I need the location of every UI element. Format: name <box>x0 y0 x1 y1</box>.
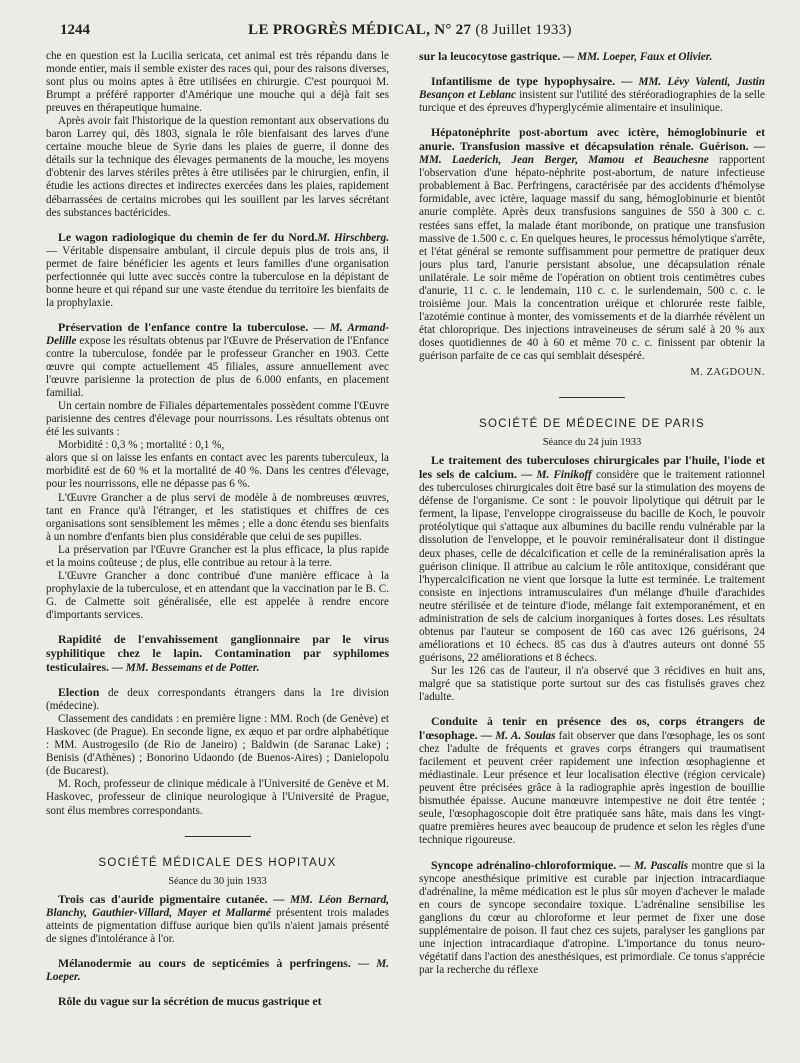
signature: M. ZAGDOUN. <box>690 367 765 379</box>
journal-name: LE PROGRÈS MÉDICAL, N° 27 <box>248 22 472 38</box>
article-continuation <box>419 50 765 64</box>
article-title: Rapidité de l'envahissement ganglionnaire par le virus syphilitique chez le lapin. Contamination par syphilomes testiculaires. <box>46 631 389 675</box>
article-role-vague <box>46 995 389 1009</box>
stats-line: Morbidité : 0,3 % ; mortalité : 0,1 %, <box>58 439 225 452</box>
left-column <box>46 50 389 1050</box>
section-title: SOCIÉTÉ DE MÉDECINE DE PARIS <box>479 418 705 431</box>
article-text: considère que le traitement rationnel des tuberculoses chirurgicales doit être basé sur la stimulation des moyens de défense de l'organisme. Ce sont : le pouvoir lipolytique qui détruit par le ferment, la lipase, l'enveloppe cirograisseuse du bacille de Koch, le pouvoir protéolytique qui s'attaque aux albumines du bacille rendu vulnérable par la dissolution de l'enveloppe, et le pouvoir reminéralisateur dont il distingue deux phases, celle de décalcification et celle de la reminéralisation après la guérison clinique. Il attribue au calcium le rôle antitoxique, considérant que l'hypercalcification ne vient que lorsque la lutte est terminée. Le traitement consiste en injections intramusculaires d'un mélange d'huile d'arachides neutre stérilisée et de teinture d'iode, mélange fait extemporanément, et en administration de sels de calcium inorganiques à fortes doses. Les résultats obtenus par l'auteur se composent de 160 cas avec 126 guérisons, 24 améliorations et 10 échecs. 85 cas dus à d'autres auteurs ont donné 55 guérisons, 22 améliorations et 8 échecs. <box>419 469 765 664</box>
paragraph: L'Œuvre Grancher a de plus servi de modèle à de nombreuses œuvres, tant en France qu'à l'étranger, et les statistiques et chiffres de ces organisations sont sensiblement les mêmes ; elle a donc étendu ses bienfaits à un nombre d'enfants bien plus considérable que celui de ses pupilles. <box>46 491 389 543</box>
paragraph: Sur les 126 cas de l'auteur, il n'a observé que 3 récidives en huit ans, malgré que sa statistique porte surtout sur des cas fistulisés graves chez l'adulte. <box>419 664 765 704</box>
article-author: — MM. Loeper, Faux et Olivier. <box>560 51 713 63</box>
section-divider <box>185 836 251 837</box>
article-title: Trois cas d'auride pigmentaire cutanée. <box>58 891 268 906</box>
right-column <box>419 50 765 1050</box>
article-author: — MM. Léon Bernard, Blanchy, Gauthier-Villard, Mayer et Mallarmé <box>46 893 389 919</box>
article-title: Hépatonéphrite post-abortum avec ictère, hémoglobinurie et anurie. Transfusion massive et décapsulation rénale. Guérison. <box>419 125 765 154</box>
article-wagon <box>46 231 389 310</box>
article-title: sur la leucocytose gastrique. <box>419 50 561 63</box>
article-text: expose les résultats obtenus par l'Œuvre de Préservation de l'Enfance contre la tuberculose, fondée par le professeur Grancher en 1903. Cette œuvre qui compte actuellement 45 filiales, assure annuellement avec l'œuvre parisienne la protection de plus de 6.000 enfants, en placement familial. <box>46 334 389 400</box>
running-header <box>52 22 768 40</box>
article-conduite <box>419 715 765 847</box>
article-text: — Véritable dispensaire ambulant, il circule depuis plus de trois ans, il permet de faire bénéficier les agents et leurs familles d'une organisation perfectionnée qui lutte avec succès contre la tuberculose en la dépistant de bonne heure et qui répand sur une vaste étendue du territoire les bienfaits de la prophylaxie. <box>46 244 389 309</box>
paragraph: Après avoir fait l'historique de la question remontant aux observations du baron Larrey qui, dès 1803, signala le rôle bienfaisant des larves d'une certaine mouche bleue de Syrie dans les plaies de guerre, il donne des détails sur la technique des élevages permanents de la mouche, les moyens d'obtenir des larves stériles prêtes à être utilisées par le chirurgien, enfin, il étudie les actions directes et indirectes exercées dans les plaies, rapidement débarrassées de certains microbes qui les souillent par les larves sécrétant des substances bactéricides. <box>46 115 389 219</box>
paragraph: M. Roch, professeur de clinique médicale à l'Université de Genève et M. Haskovec, professeur de clinique neurologique à l'Université de Prague, sont élus membres correspondants. <box>46 778 389 817</box>
article-author: — M. Pascalis <box>616 859 689 872</box>
article-title: Rôle du vague sur la sécrétion de mucus gastrique et <box>58 993 322 1008</box>
paragraph: Classement des candidats : en première ligne : MM. Roch (de Genève) et Haskovec (de Prague). En seconde ligne, ex æquo et par ordre alphabétique : MM. Austrogesilo (de Rio de Janeiro) ; Baldwin (de Saranac Lake) ; Benisis (d'Athènes) ; Bonorino Udaondo (de Buenos-Aires) ; Danielopolu (de Bucarest). <box>46 713 389 778</box>
article-title: Le wagon radiologique du chemin de fer du Nord. <box>58 229 318 244</box>
article-text: insistent sur l'utilité des stéréoradiographies de la selle turcique et des épreuves d'hyperglycémie alimentaire et insulinique. <box>419 89 765 115</box>
paragraph: L'Œuvre Grancher a donc contribué d'une manière efficace à la prophylaxie de la tuberculose, et en attendant que la vaccination par le B. C. G. de Calmette soit généralisée, elle est appelée à rendre encore d'importants services. <box>46 569 389 621</box>
session-date: Séance du 24 juin 1933 <box>542 437 642 449</box>
article-title: Infantilisme de type hypophysaire. <box>431 74 616 89</box>
article-text: rapportent l'observation d'une hépato-néphrite post-abortum, de nature infectieuse probablement à Bac. Perfringens, caractérisée par des accidents d'hémolyse formidable, avec ictère, laquage massif du sang, hémoglobinurie et bientôt anurie complète. Après deux transfusions sanguines de 550 à 300 c. c. restées sans effet, la malade étant moribonde, on pratique une transfusion massive de 1.500 c. c. En quelques heures, le processus hémolytique s'arrête, et l'état général se remonte suffisamment pour permettre de pratiquer deux jours plus tard, l'anurie persistant absolue, une décapsulation rénale unilatérale. Le soir même de l'opération on obtient trois centimètres cubes d'anurie, 11 c. c. le lendemain, 110 c. c. le surlendemain, 500 c. c. le troisième jour. Mais la concentration uréique et chlorurée reste faible, l'azotémie continue à monter, des vomissements et de la diarrhée révèlent un état chloroprique. Des injections intraveineuses de sérum salé à 20 % aux doses quotidiennes de 40 à 60 et même 70 c. c. finissent par obtenir la guérison parfaite de ce cas qui semblait désespéré. <box>419 154 765 362</box>
article-title: Le traitement des tuberculoses chirurgicales par l'huile, l'iode et les sels de calcium. <box>419 453 765 482</box>
article-syncope <box>419 859 765 977</box>
article-melanodermie <box>46 957 389 984</box>
article-title: Conduite à tenir en présence des os, corps étrangers de l'œsophage. <box>419 714 765 743</box>
article-text: montre que si la syncope anesthésique primitive est curable par injection intracardiaque d'adrénaline, la même médication est le plus sûr moyen d'achever le malade en cours de syncope secondaire toxique. L'adrénaline sensibilise les ganglions du cœur au chloroforme et leur permet de fixer une dose supplémentaire de poison. Il faut chez ces sujets, paralyser les ganglions par une injection intracardiaque d'atropine. L'importance du tonus neuro-végétatif dans l'action des anesthésiques, est primordiale. Ce tonus s'apprécie par la recherche du réflexe <box>419 859 765 976</box>
section-title: SOCIÉTÉ MÉDICALE DES HOPITAUX <box>98 856 337 869</box>
journal-title <box>52 22 768 39</box>
article-title: Syncope adrénalino-chloroformique. <box>431 857 617 872</box>
article-traitement <box>419 454 765 665</box>
article-author: — MM. Bessemans et de Potter. <box>109 662 260 675</box>
issue-date: (8 Juillet 1933) <box>475 22 572 38</box>
article-author: — M. Loeper. <box>46 957 389 983</box>
paragraph: che en question est la Lucilia sericata, cet animal est très répandu dans le monde entier, mais il semble exister des races qui, pour des raisons diverses, sont plus ou moins aptes à être utilisées en chirurgie. C'est pourquoi M. Brumpt a préféré rapporter d'Amérique une mouche qui a déjà fait ses preuves en thérapeutique humaine. <box>46 50 389 115</box>
article-infantilisme <box>419 75 765 115</box>
article-trois-cas <box>46 893 389 946</box>
article-title: Préservation de l'enfance contre la tuberculose. <box>58 319 309 334</box>
article-author: — MM. Lévy Valenti, Justin Besançon et Leblanc <box>419 76 765 102</box>
article-hepatonephrite <box>419 126 765 363</box>
article-text: fait observer que dans l'œsophage, les os sont chez l'adulte de fréquents et graves corps étrangers qui traumatisent facilement et peuvent créer rapidement une infection œsophagienne et médiastinale. Leur présence et leur localisation élective (région cervicale) peuvent être précisées grâce à la radiographie après ingestion de bouillie bismuthée épaisse. Aucune manœuvre intempestive ne doit être tentée ; seule, l'œsophagoscopie doit être pratiquée sans hâte, mais dans les vingt-quatre premières heures avec beaucoup de prudence et selon les règles d'une technique rigoureuse. <box>419 730 765 847</box>
article-author: M. Hirschberg. <box>317 231 389 244</box>
paragraph: Un certain nombre de Filiales départementales possèdent comme l'Œuvre parisienne des centres d'élevage pour nourrissons. Les résultats obtenus ont été les suivants : <box>46 400 389 439</box>
article-author: — M. A. Soulas <box>477 730 556 743</box>
section-divider <box>559 397 625 398</box>
article-text: de deux correspondants étrangers dans la 1re division (médecine). <box>46 687 389 713</box>
paragraph: alors que si on laisse les enfants en contact avec les parents tuberculeux, la morbidité est de 60 % et la mortalité de 40 %. Dans les centres d'élevage, pour les nourrissons, elle ne dépasse pas 6 %. <box>46 452 389 491</box>
article-rapidite <box>46 633 389 675</box>
page-number: 1244 <box>60 22 90 38</box>
article-title: Mélanodermie au cours de septicémies à perfringens. <box>58 955 351 970</box>
paragraph: La préservation par l'Œuvre Grancher est la plus efficace, la plus rapide et la moins coûteuse ; de plus, elle contribue au retour à la terre. <box>46 543 389 569</box>
article-author: M. Armand-Delille <box>46 321 389 347</box>
session-date: Séance du 30 juin 1933 <box>168 875 267 887</box>
dash: — <box>308 321 330 334</box>
article-text: présentent trois malades atteints de pigmentation diffuse aurique bien qu'ils n'aient jamais présenté de signes d'intolérance à l'or. <box>46 906 389 945</box>
article-author: — MM. Laederich, Jean Berger, Mamou et Beauchesne <box>419 141 765 167</box>
article-title: Election <box>58 685 100 700</box>
article-election <box>46 686 389 713</box>
article-author: — M. Finikoff <box>516 469 592 482</box>
article-preservation <box>46 321 389 400</box>
